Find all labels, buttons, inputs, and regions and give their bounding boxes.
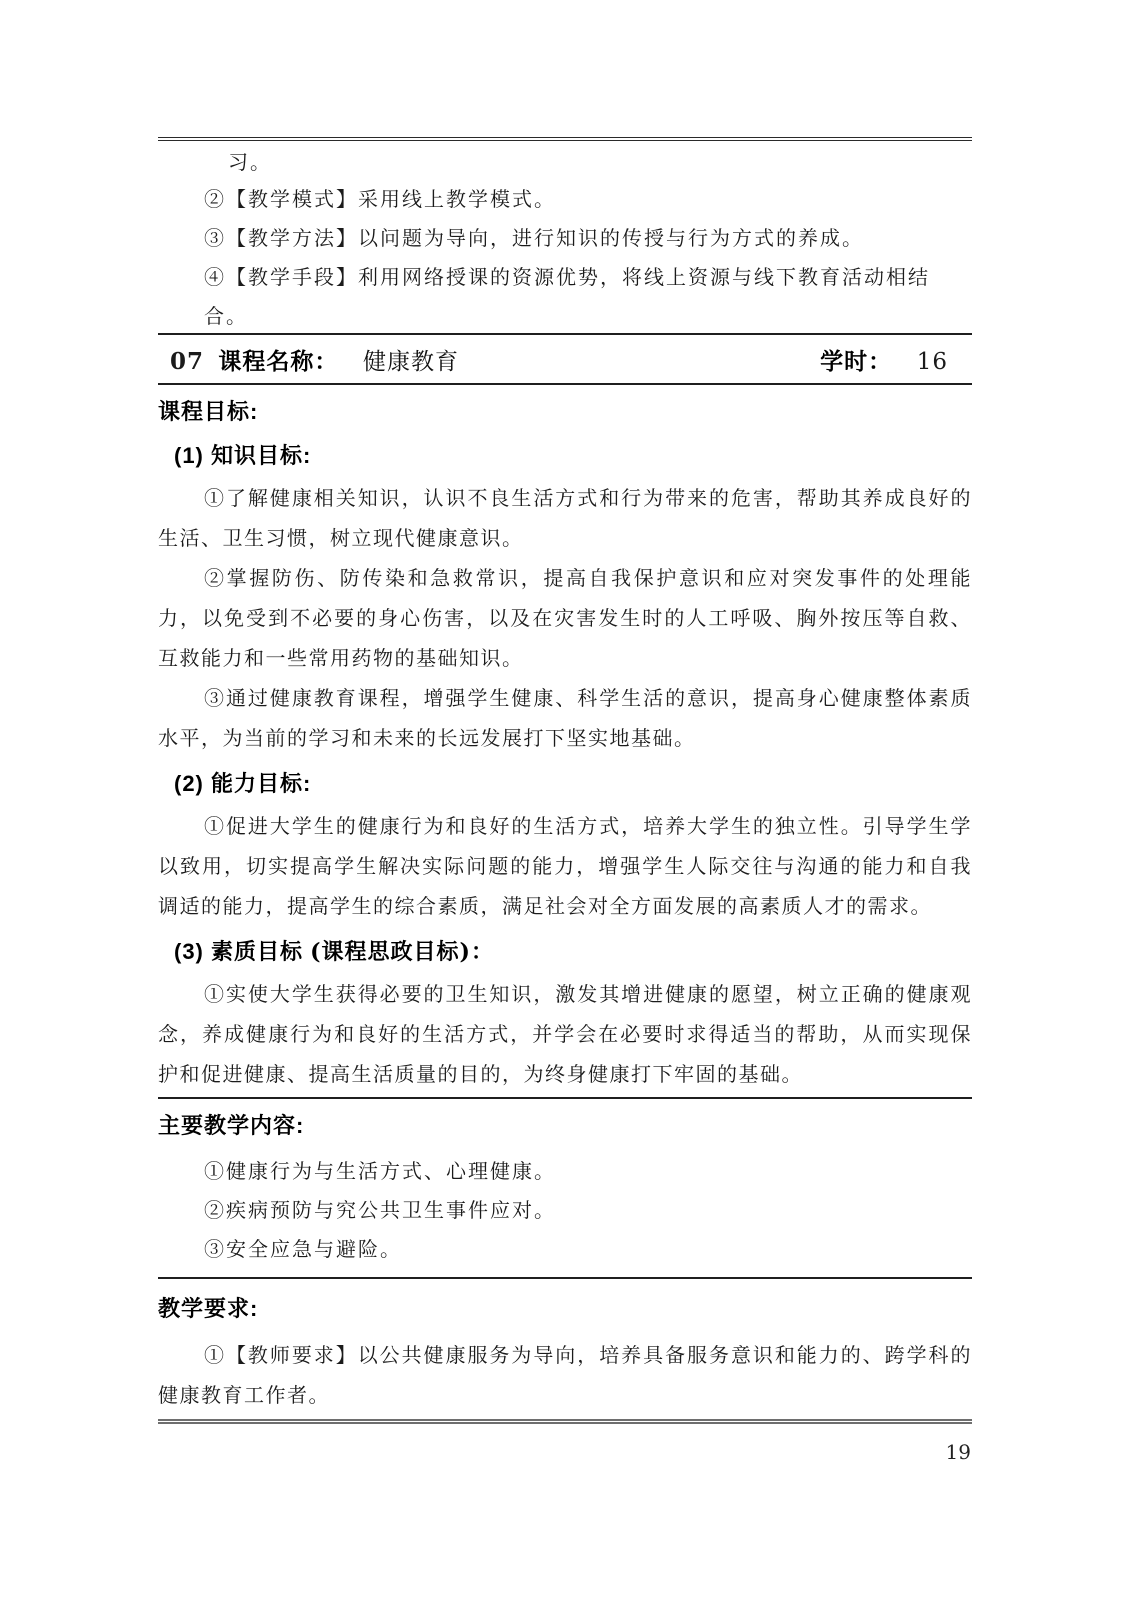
content-item-1: ①健康行为与生活方式、心理健康。	[204, 1159, 556, 1183]
knowledge-paragraph-2: ②掌握防伤、防传染和急救常识，提高自我保护意识和应对突发事件的处理能力，以免受到不必要的身心伤害，以及在灾害发生时的人工呼吸、胸外按压等自救、互救能力和一些常用药物的基础知识。	[158, 566, 972, 670]
quality-title-colon: ：	[470, 939, 494, 964]
hours-value: 16	[916, 348, 948, 375]
knowledge-paragraph-1: ①了解健康相关知识，认识不良生活方式和行为带来的危害，帮助其养成良好的生活、卫生习惯，树立现代健康意识。	[158, 486, 972, 550]
quality-objectives-title	[174, 932, 972, 972]
objectives-heading: 课程目标:	[158, 399, 259, 424]
course-name-value: 健康教育	[362, 347, 459, 374]
course-name-cell	[170, 343, 459, 376]
knowledge-objectives-title: (1) 知识目标:	[174, 443, 312, 468]
teaching-content-heading: 主要教学内容:	[158, 1113, 305, 1138]
quality-title-paren: (课程思政目标)	[310, 939, 471, 965]
teaching-mode-item: ②【教学模式】采用线上教学模式。	[204, 187, 556, 211]
teaching-requirements-heading: 教学要求:	[158, 1296, 259, 1321]
teaching-method-item: ③【教学方法】以问题为导向，进行知识的传授与行为方式的养成。	[204, 226, 864, 250]
teaching-content-section	[158, 1097, 972, 1277]
course-hours-cell	[820, 343, 948, 376]
content-item-2: ②疾病预防与究公共卫生事件应对。	[204, 1198, 556, 1222]
teaching-means-item: ④【教学手段】利用网络授课的资源优势，将线上资源与线下教育活动相结合。	[204, 265, 930, 328]
course-syllabus-table	[158, 137, 972, 1424]
knowledge-paragraph-3: ③通过健康教育课程，增强学生健康、科学生活的意识，提高身心健康整体素质水平，为当前的学习和未来的长远发展打下坚实地基础。	[158, 686, 972, 750]
previous-course-tail-section	[158, 141, 972, 333]
teaching-requirements-section	[158, 1277, 972, 1419]
quality-title-main: (3) 素质目标	[174, 939, 311, 964]
teacher-requirement-paragraph: ①【教师要求】以公共健康服务为导向，培养具备服务意识和能力的、跨学科的健康教育工作者。	[158, 1343, 972, 1407]
page-number: 19	[945, 1440, 971, 1464]
ability-paragraph-1: ①促进大学生的健康行为和良好的生活方式，培养大学生的独立性。引导学生学以致用，切实提高学生解决实际问题的能力，增强学生人际交往与沟通的能力和自我调适的能力，提高学生的综合素质，满足社会对全方面发展的高素质人才的需求。	[158, 814, 972, 918]
course-number: 07	[170, 347, 205, 375]
course-name-label: 课程名称：	[218, 347, 339, 374]
course-title-row	[158, 333, 972, 383]
ability-objectives-title: (2) 能力目标:	[174, 771, 312, 796]
hours-label: 学时：	[820, 347, 893, 374]
course-objectives-section	[158, 383, 972, 1097]
quality-paragraph-1: ①实使大学生获得必要的卫生知识，激发其增进健康的愿望，树立正确的健康观念，养成健康行为和良好的生活方式，并学会在必要时求得适当的帮助，从而实现保护和促进健康、提高生活质量的目的，为终身健康打下牢固的基础。	[158, 982, 972, 1086]
carryover-line: 习。	[228, 150, 272, 174]
content-item-3: ③安全应急与避险。	[204, 1237, 402, 1261]
